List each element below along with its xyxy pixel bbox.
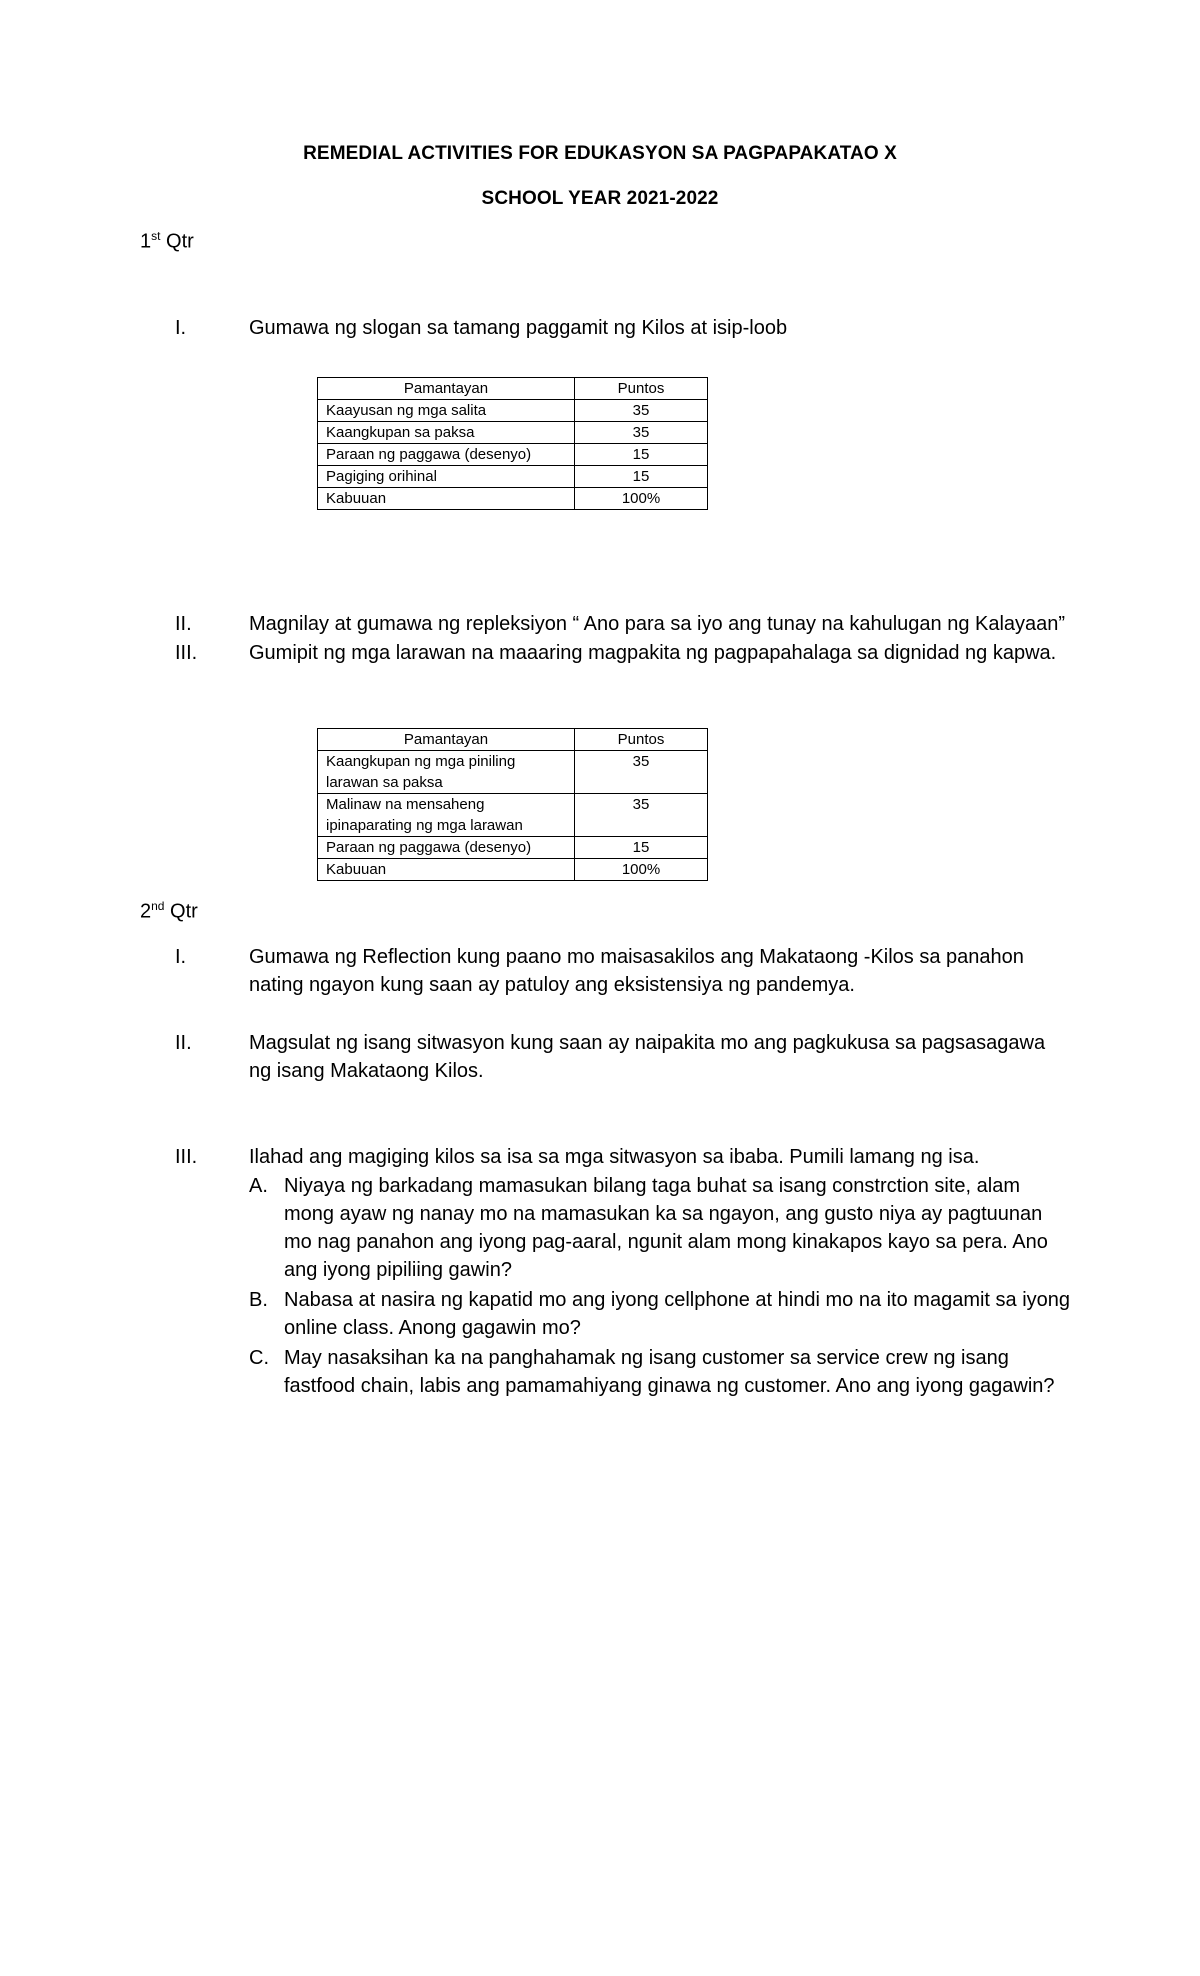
column-header: Pamantayan [318,378,575,400]
item-number: III. [175,1146,198,1168]
table-row [318,837,708,859]
points-cell: 35 [575,794,708,837]
table-row [318,422,708,444]
criteria-cell: Malinaw na mensaheng ipinaparating ng mga larawan [318,794,575,837]
item-number: II. [175,613,192,635]
table-row [318,400,708,422]
item-text: Gumawa ng slogan sa tamang paggamit ng Kilos at isip-loob [249,317,788,339]
situation-letter: B. [249,1289,268,1311]
criteria-cell: Kaangkupan ng mga piniling larawan sa paksa [318,751,575,794]
situation-text: May nasaksihan ka na panghahamak ng isang customer sa service crew ng isang fastfood chain, labis ang pamamahiyang ginawa ng customer. Ano ang iyong gagawin? [284,1347,1055,1397]
situation-text: Niyaya ng barkadang mamasukan bilang taga buhat sa isang constrction site, alam mong ayaw ng nanay mo na mamasukan ka sa ngayon, ang gusto niya ay pagtuunan mo nag panahon ang iyong pag-aaral, ngunit alam mong kinakapos kayo sa pera. Ano ang iyong pipiliing gawin? [284,1175,1048,1281]
situation-letter: A. [249,1175,268,1197]
column-header: Pamantayan [318,729,575,751]
column-header: Puntos [575,729,708,751]
item-text: Gumipit ng mga larawan na maaaring magpakita ng pagpapahalaga sa dignidad ng kapwa. [249,642,1057,664]
table-header-row [318,378,708,400]
points-cell: 15 [575,466,708,488]
rubric-table-2 [317,728,708,881]
item-text: Gumawa ng Reflection kung paano mo maisasakilos ang Makataong -Kilos sa panahon nating ngayon kung saan ay patuloy ang eksistensiya ng pandemya. [249,946,1024,996]
criteria-cell: Kaayusan ng mga salita [318,400,575,422]
points-cell: 35 [575,751,708,794]
points-cell: 15 [575,444,708,466]
item-number: III. [175,642,198,664]
table-row [318,751,708,794]
points-cell: 35 [575,422,708,444]
criteria-cell: Kaangkupan sa paksa [318,422,575,444]
table-row [318,859,708,881]
rubric-table-1 [317,377,708,510]
criteria-cell: Paraan ng paggawa (desenyo) [318,837,575,859]
table-row [318,466,708,488]
column-header: Puntos [575,378,708,400]
points-cell: 100% [575,859,708,881]
criteria-cell: Paraan ng paggawa (desenyo) [318,444,575,466]
table-row [318,794,708,837]
criteria-cell: Kabuuan [318,488,575,510]
criteria-cell: Pagiging orihinal [318,466,575,488]
points-cell: 15 [575,837,708,859]
item-number: II. [175,1032,192,1054]
quarter-label-2: 2nd Qtr [140,899,198,923]
item-text: Magnilay at gumawa ng repleksiyon “ Ano para sa iyo ang tunay na kahulugan ng Kalayaan” [249,613,1066,635]
table-row [318,488,708,510]
item-text: Ilahad ang magiging kilos sa isa sa mga sitwasyon sa ibaba. Pumili lamang ng isa. [249,1146,980,1168]
item-number: I. [175,946,187,968]
points-cell: 100% [575,488,708,510]
document-title: REMEDIAL ACTIVITIES FOR EDUKASYON SA PAGPAPAKATAO X [303,143,897,164]
table-header-row [318,729,708,751]
criteria-cell: Kabuuan [318,859,575,881]
quarter-label-1: 1st Qtr [140,229,194,253]
points-cell: 35 [575,400,708,422]
situation-letter: C. [249,1347,269,1369]
school-year: SCHOOL YEAR 2021-2022 [481,188,719,209]
item-number: I. [175,317,187,339]
situation-text: Nabasa at nasira ng kapatid mo ang iyong cellphone at hindi mo na ito magamit sa iyong online class. Anong gagawin mo? [284,1289,1071,1339]
table-row [318,444,708,466]
item-text: Magsulat ng isang sitwasyon kung saan ay naipakita mo ang pagkukusa sa pagsasagawa ng isang Makataong Kilos. [249,1032,1046,1082]
